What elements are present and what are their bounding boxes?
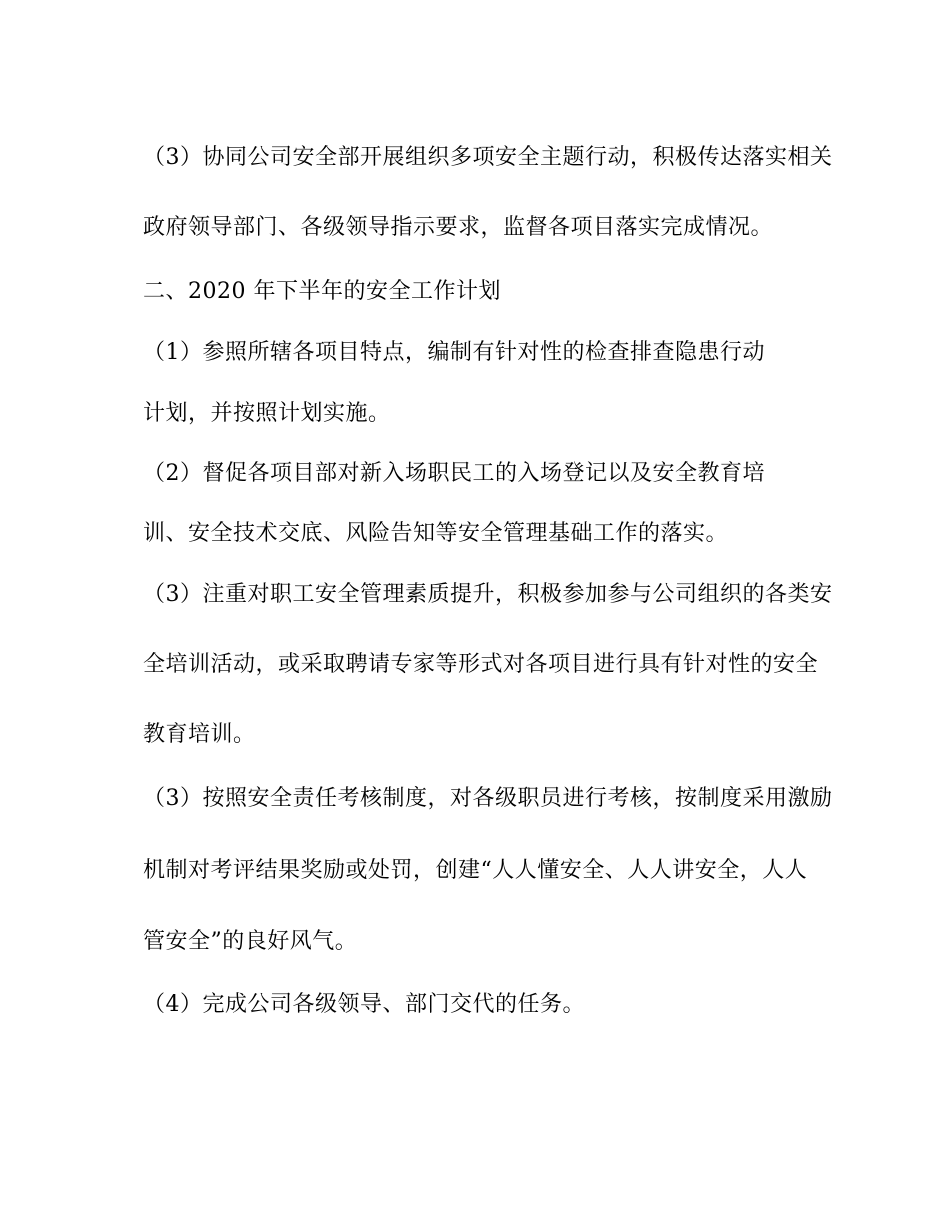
section-heading: 二、2020 年下半年的安全工作计划 bbox=[143, 279, 501, 304]
paragraph-line: 机制对考评结果奖励或处罚，创建“人人懂安全、人人讲安全，人人 bbox=[143, 858, 808, 883]
paragraph-line: 教育培训。 bbox=[143, 722, 256, 747]
paragraph-line: 训、安全技术交底、风险告知等安全管理基础工作的落实。 bbox=[143, 521, 729, 546]
paragraph-line: （3）注重对职工安全管理素质提升，积极参加参与公司组织的各类安 bbox=[143, 582, 833, 607]
paragraph-line: （2）督促各项目部对新入场职民工的入场登记以及安全教育培 bbox=[143, 461, 765, 486]
paragraph-line: 政府领导部门、各级领导指示要求，监督各项目落实完成情况。 bbox=[143, 215, 774, 240]
paragraph-line: （3）按照安全责任考核制度，对各级职员进行考核，按制度采用激励 bbox=[143, 786, 833, 811]
paragraph-line: 管安全”的良好风气。 bbox=[143, 929, 358, 954]
paragraph-line: 全培训活动，或采取聘请专家等形式对各项目进行具有针对性的安全 bbox=[143, 652, 819, 677]
paragraph-line: （1）参照所辖各项目特点，编制有针对性的检查排查隐患行动 bbox=[143, 340, 765, 365]
paragraph-line: （4）完成公司各级领导、部门交代的任务。 bbox=[143, 992, 585, 1017]
paragraph-line: （3）协同公司安全部开展组织多项安全主题行动，积极传达落实相关 bbox=[143, 145, 833, 170]
paragraph-line: 计划，并按照计划实施。 bbox=[143, 401, 391, 426]
